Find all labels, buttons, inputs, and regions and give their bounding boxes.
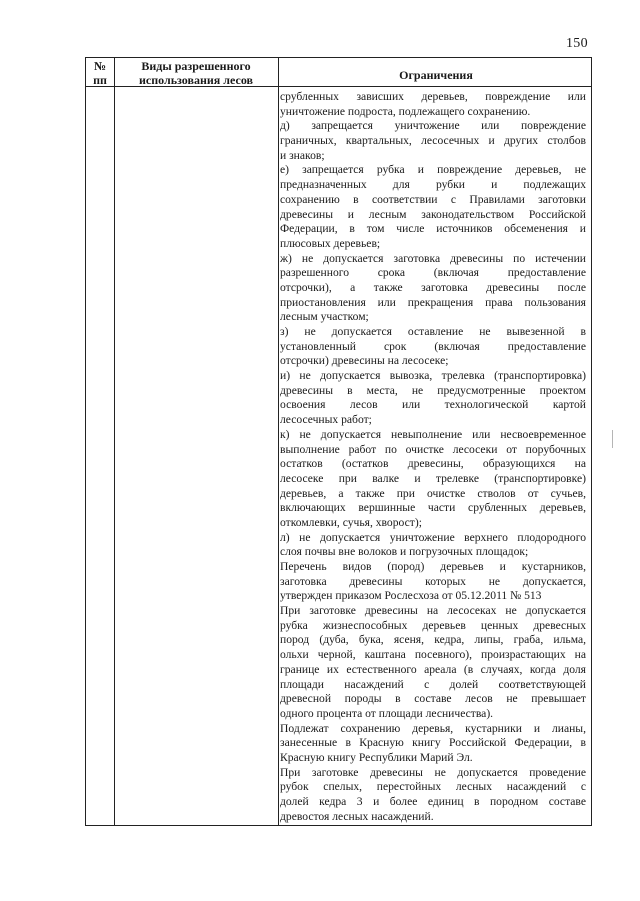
restriction-line: Федерации, в том числе источников обсеменения и xyxy=(280,222,586,236)
restriction-paragraph xyxy=(280,428,586,531)
restriction-paragraph xyxy=(280,766,586,825)
restriction-line: долей кедра 3 и более единиц в породном составе xyxy=(280,795,586,808)
restriction-line: Подлежат сохранению деревья, кустарники и лианы, xyxy=(280,721,586,735)
restriction-line: лесосечных работ; xyxy=(280,413,372,427)
restriction-line: ж) не допускается заготовка древесины по истечении xyxy=(280,251,586,265)
restriction-line: разрешенного срока (включая предоставление xyxy=(280,266,586,280)
restriction-line: к) не допускается невыполнение или несвоевременное xyxy=(280,427,586,441)
restriction-line: уничтожение подроста, подлежащего сохранению. xyxy=(280,104,531,118)
restriction-line: древостоя лесных насаждений. xyxy=(280,809,434,823)
restriction-line: рубка жизнеспособных деревьев ценных древесных xyxy=(280,618,586,632)
restriction-paragraph xyxy=(280,90,586,119)
restriction-paragraph xyxy=(280,252,586,325)
restriction-line: Перечень видов (пород) деревьев и кустарников, xyxy=(280,560,586,573)
restriction-line: срубленных зависших деревьев, повреждение или xyxy=(280,90,586,103)
restriction-line: занесенные в Красную книгу Российской Федерации, в xyxy=(280,736,586,750)
restriction-line: и) не допускается вывозка, трелевка (транспортировка) xyxy=(280,369,586,383)
restrictions-cell xyxy=(280,90,586,824)
restriction-line: слоя почвы вне волоков и погрузочных площадок; xyxy=(280,545,529,559)
header-types-line-2: использования лесов xyxy=(138,73,254,87)
restriction-line: приостановления или прекращения права пользования xyxy=(280,295,586,309)
restriction-paragraph xyxy=(280,531,586,560)
header-number-column xyxy=(86,59,114,87)
restriction-line: з) не допускается оставление не вывезенной в xyxy=(280,325,586,338)
restriction-line: При заготовке древесины не допускается проведение xyxy=(280,765,586,779)
restriction-line: отсрочки) древесины на лесосеке; xyxy=(280,354,449,368)
restriction-line: лесным участком; xyxy=(280,310,369,324)
restriction-line: лесосеке при валке и трелевке (транспортировке) xyxy=(280,471,586,485)
restriction-line: площади насаждений с долей соответствующей xyxy=(280,677,586,691)
restriction-line: Красную книгу Республики Марий Эл. xyxy=(280,750,473,764)
restriction-paragraph xyxy=(280,325,586,369)
restriction-paragraph xyxy=(280,369,586,428)
restriction-line: освоения лесов или технологической картой xyxy=(280,398,586,412)
column-divider xyxy=(114,58,115,825)
header-types-column xyxy=(115,59,277,87)
restriction-line: границе их естественного ареала (в случаях, когда доля xyxy=(280,662,586,676)
restriction-line: При заготовке древесины на лесосеках не допускается xyxy=(280,604,586,618)
restriction-line: плюсовых деревьев; xyxy=(280,236,381,250)
restriction-line: и знаков; xyxy=(280,148,325,162)
restriction-line: остатков (остатков древесины, образующихся на xyxy=(280,457,586,471)
restriction-line: установленный срок (включая предоставление xyxy=(280,339,586,353)
restriction-line: деревьев, а также при очистке стволов от сучьев, xyxy=(280,486,586,500)
restriction-line: откомлевки, сучья, хворост); xyxy=(280,515,422,529)
restriction-line: выполнение работ по очистке лесосеки от порубочных xyxy=(280,442,586,456)
restriction-paragraph xyxy=(280,722,586,766)
header-types-line-1: Виды разрешенного xyxy=(141,59,251,73)
restriction-line: д) запрещается уничтожение или повреждение xyxy=(280,119,586,133)
restriction-line: ольхи черной, каштана посевного), произрастающих на xyxy=(280,648,586,662)
column-divider xyxy=(278,58,279,825)
header-restrictions-column: Ограничения xyxy=(399,68,473,82)
restriction-line: древесной породы в составе лесов не превышает xyxy=(280,692,586,706)
restriction-line: утвержден приказом Рослесхоза от 05.12.2011 № 513 xyxy=(280,589,542,603)
header-number-abbr: пп xyxy=(93,73,107,87)
restriction-line: л) не допускается уничтожение верхнего плодородного xyxy=(280,530,586,544)
restriction-line: е) запрещается рубка и повреждение деревьев, не xyxy=(280,163,586,177)
header-number-symbol: № xyxy=(93,59,107,73)
restriction-line: рубок спелых, перестойных лесных насаждений с xyxy=(280,780,586,794)
restrictions-table xyxy=(85,57,592,826)
restriction-paragraph xyxy=(280,604,586,722)
restriction-line: пород (дуба, бука, ясеня, кедра, липы, граба, ильма, xyxy=(280,633,586,647)
restriction-line: включающих вершинные части срубленных деревьев, xyxy=(280,501,586,515)
restriction-line: граничных, квартальных, лесосечных и других столбов xyxy=(280,134,586,148)
restriction-paragraph xyxy=(280,560,586,604)
restriction-line: предназначенных для рубки и подлежащих xyxy=(280,178,586,192)
page-number: 150 xyxy=(566,36,588,51)
restriction-line: одного процента от площади лесничества). xyxy=(280,706,494,720)
restriction-line: древесины в места, не предусмотренные проектом xyxy=(280,383,586,397)
restriction-line: отсрочки), а также заготовка древесины после xyxy=(280,280,586,294)
restriction-line: древесины и лесным законодательством Российской xyxy=(280,207,586,221)
restriction-paragraph xyxy=(280,163,586,251)
scan-mark xyxy=(612,430,613,448)
restriction-line: заготовка древесины которых не допускается, xyxy=(280,574,586,588)
restriction-paragraph xyxy=(280,119,586,163)
restriction-line: сохранению в соответствии с Правилами заготовки xyxy=(280,192,586,206)
